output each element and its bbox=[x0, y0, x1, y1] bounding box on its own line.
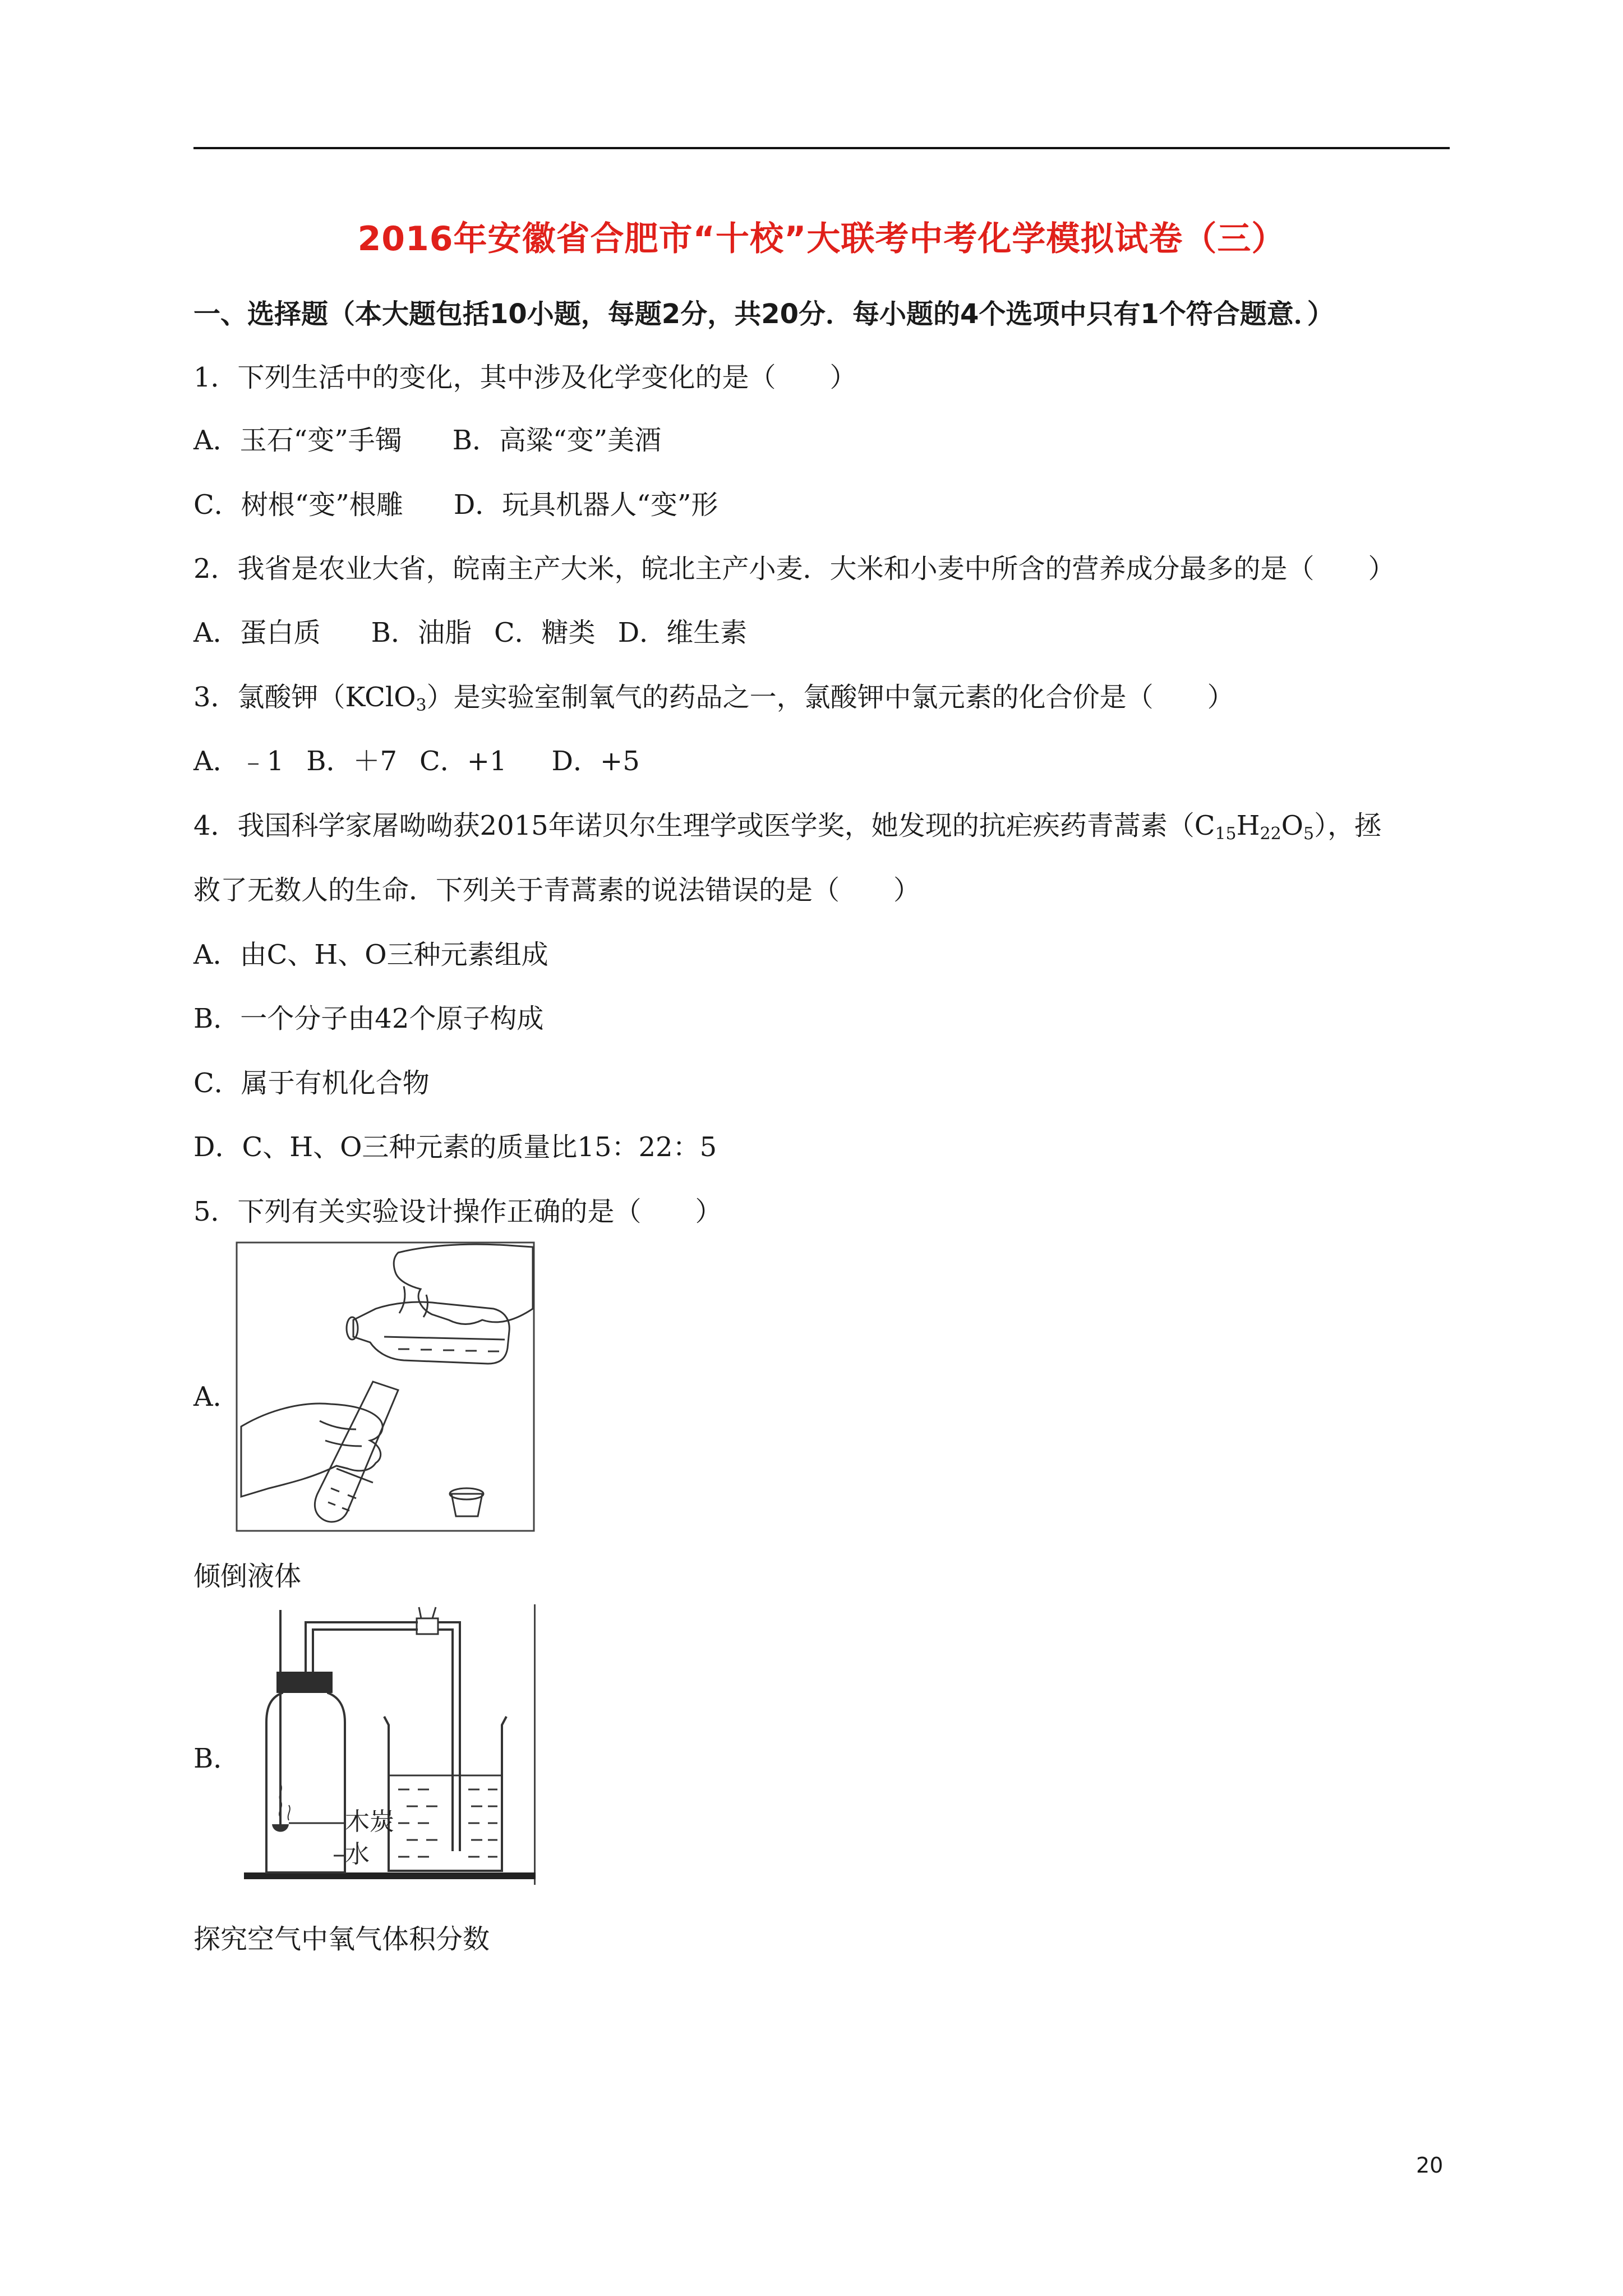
q4-option-a: A．由C、H、O三种元素组成 bbox=[193, 939, 548, 970]
question-1-stem: 1．下列生活中的变化，其中涉及化学变化的是（ ） bbox=[193, 362, 857, 393]
pinch-clamp-icon bbox=[417, 1618, 438, 1634]
q3-stem-subscript: 3 bbox=[416, 696, 427, 715]
beaker-icon bbox=[384, 1717, 506, 1871]
q3-option-d: D．+5 bbox=[551, 746, 640, 777]
reagent-bottle-icon bbox=[353, 1302, 509, 1364]
question-5-stem: 5．下列有关实验设计操作正确的是（ ） bbox=[193, 1196, 722, 1227]
q3-option-b: B．＋7 bbox=[306, 746, 398, 777]
question-3-stem bbox=[193, 680, 1234, 714]
oxygen-volume-apparatus-figure bbox=[238, 1604, 541, 1885]
charcoal-label: 木炭 bbox=[345, 1807, 394, 1836]
question-2-stem: 2．我省是农业大省，皖南主产大米，皖北主产小麦．大米和小麦中所含的营养成分最多的是（ ） bbox=[193, 553, 1395, 585]
rubber-stopper-icon bbox=[276, 1672, 333, 1693]
q2-option-a: A．蛋白质 bbox=[193, 617, 321, 648]
q4-option-d: D．C、H、O三种元素的质量比15：22：5 bbox=[193, 1131, 717, 1163]
q4-option-c: C．属于有机化合物 bbox=[193, 1068, 430, 1099]
test-tube-icon bbox=[315, 1382, 398, 1522]
q4-sub-o: 5 bbox=[1303, 824, 1315, 844]
q4-sub-h: 22 bbox=[1260, 824, 1281, 844]
q4-stem-start: 4．我国科学家屠呦呦获2015年诺贝尔生理学或医学奖，她发现的抗疟疾药青蒿素（C bbox=[193, 810, 1215, 841]
q3-option-a: A．﹣1 bbox=[193, 746, 284, 777]
q2-option-d: D．维生素 bbox=[617, 617, 748, 648]
q5-option-b-caption: 探究空气中氧气体积分数 bbox=[193, 1924, 490, 1955]
q5-option-a-label: A． bbox=[193, 1381, 240, 1412]
q3-stem-end: ）是实验室制氧气的药品之一，氯酸钾中氯元素的化合价是（ ） bbox=[426, 682, 1234, 713]
pouring-liquid-figure bbox=[236, 1241, 536, 1533]
q1-option-b: B．高粱“变”美酒 bbox=[452, 425, 662, 456]
q5-option-b-label: B． bbox=[193, 1743, 241, 1774]
question-1-options-row2 bbox=[193, 488, 718, 522]
q4-option-b: B．一个分子由42个原子构成 bbox=[193, 1003, 544, 1034]
gas-bottle-icon bbox=[266, 1688, 345, 1872]
q1-option-c: C．树根“变”根雕 bbox=[193, 489, 403, 521]
q3-option-c: C．+1 bbox=[419, 746, 507, 777]
lower-hand-icon bbox=[241, 1404, 382, 1497]
q1-option-d: D．玩具机器人“变”形 bbox=[453, 489, 718, 521]
question-3-options bbox=[193, 744, 640, 778]
q4-stem-end: ），拯 bbox=[1314, 810, 1382, 841]
q4-o: O bbox=[1281, 810, 1304, 841]
q3-stem-start: 3．氯酸钾（KClO bbox=[193, 682, 416, 713]
q1-option-a: A．玉石“变”手镯 bbox=[193, 425, 402, 456]
q4-sub-c: 15 bbox=[1215, 824, 1237, 844]
question-4-stem-line2: 救了无数人的生命．下列关于青蒿素的说法错误的是（ ） bbox=[193, 875, 921, 906]
upper-hand-icon bbox=[394, 1244, 533, 1324]
q2-option-c: C．糖类 bbox=[494, 617, 596, 648]
question-2-options bbox=[193, 616, 747, 650]
q2-option-b: B．油脂 bbox=[371, 617, 472, 648]
q4-h: H bbox=[1236, 810, 1260, 841]
header-rule bbox=[193, 147, 1450, 149]
page-number: 20 bbox=[1416, 2153, 1444, 2178]
q5-option-a-caption: 倾倒液体 bbox=[193, 1561, 302, 1592]
question-4-stem bbox=[193, 809, 1381, 843]
water-label: 水 bbox=[345, 1840, 370, 1869]
section-heading: 一、选择题（本大题包括10小题，每题2分，共20分．每小题的4个选项中只有1个符合题意．） bbox=[193, 298, 1334, 330]
question-1-options-row1 bbox=[193, 424, 661, 457]
page-title: 2016年安徽省合肥市“十校”大联考中考化学模拟试卷（三） bbox=[357, 219, 1286, 259]
